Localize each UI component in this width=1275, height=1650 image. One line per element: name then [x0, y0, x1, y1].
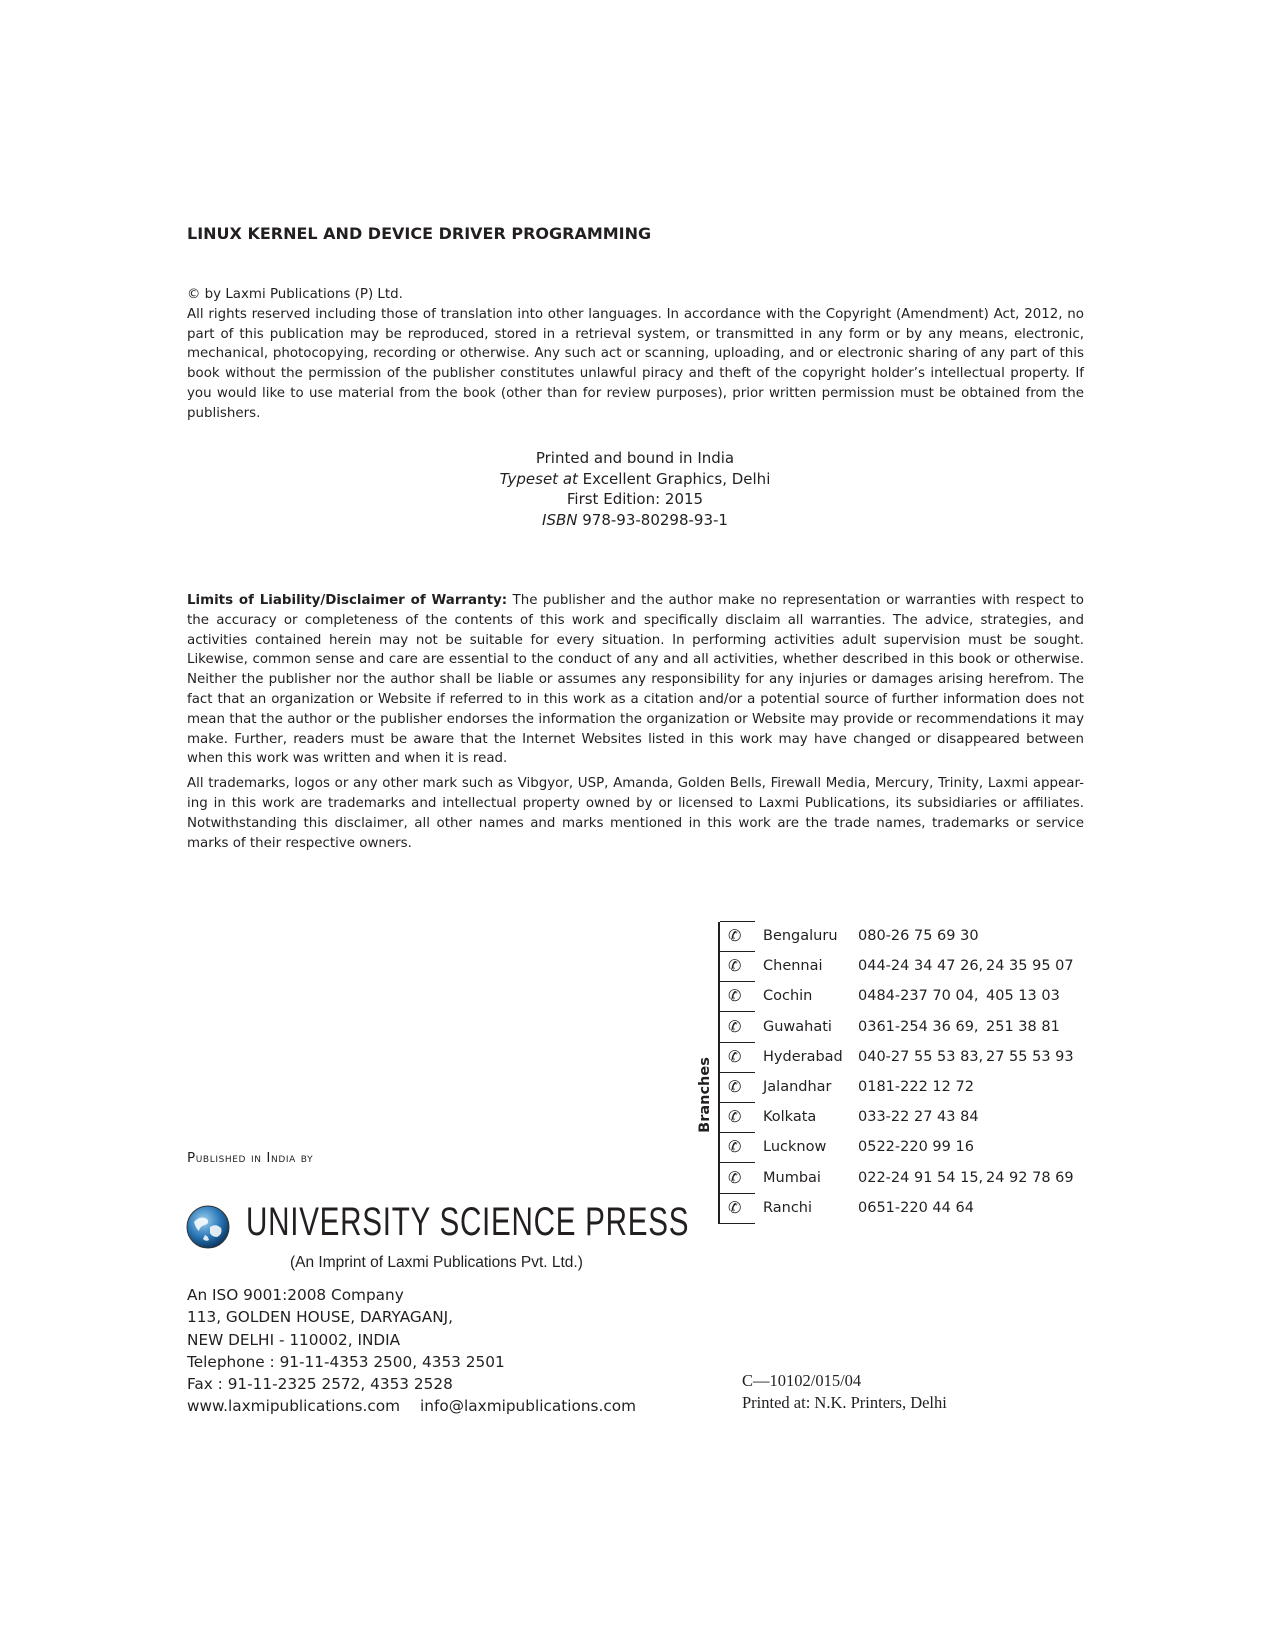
book-title: LINUX KERNEL AND DEVICE DRIVER PROGRAMMING — [187, 224, 652, 243]
branch-row — [720, 1043, 1080, 1073]
phone-icon: ✆ — [728, 1167, 742, 1187]
branch-row-rule — [720, 1223, 755, 1224]
liability-paragraph — [187, 591, 1084, 769]
web-contact — [187, 1395, 636, 1417]
branch-phone-2: 24 35 95 07 — [986, 958, 1074, 975]
branches-top-rule — [720, 921, 755, 922]
globe-icon — [186, 1205, 230, 1249]
address-line-2: NEW DELHI - 110002, INDIA — [187, 1330, 401, 1349]
disclaimer-heading: Limits of Liability/Disclaimer of Warranty: — [187, 593, 508, 608]
phone-icon: ✆ — [728, 986, 742, 1006]
publisher-name: UNIVERSITY SCIENCE PRESS — [246, 1200, 690, 1244]
iso-line: An ISO 9001:2008 Company — [187, 1286, 404, 1304]
branch-city: Bengaluru — [763, 928, 838, 944]
branch-city: Hyderabad — [763, 1048, 843, 1065]
branch-phone-1: 0522-220 99 16 — [858, 1139, 974, 1156]
branch-phone-1: 0181-222 12 72 — [858, 1079, 974, 1095]
printer-info — [742, 1370, 947, 1414]
phone-icon: ✆ — [728, 1197, 742, 1217]
phone-icon: ✆ — [728, 1107, 742, 1127]
disclaimer — [187, 591, 1084, 858]
branch-phone-1: 0651-220 44 64 — [858, 1199, 974, 1216]
phone-icon: ✆ — [728, 1046, 742, 1066]
rights-text: All rights reserved including those of translation into other languages. In accordance with the Copyright (Amendment) Act, 2012, no part of this publication may be reproduced, stored in a retrieval system, or transmitted in any form or by any means, electronic, mechanical, photocopying, recording or otherwise. Any such act or scanning, uploading, and or electronic sharing of any part of this book without the permission of the publisher constitutes unlawful piracy and theft of the copyright holder’s intellectual property. If you would like to use material from the book (other than for review purposes), prior written permission must be obtained from the publishers. — [187, 306, 1084, 421]
branch-phone-1: 0484-237 70 04, — [858, 988, 979, 1005]
branch-phone-1: 044-24 34 47 26, — [858, 958, 984, 975]
branches-label: Branches — [697, 1057, 713, 1133]
disclaimer-body: The publisher and the author make no representation or warranties with respect to the accuracy or completeness of the contents of this work and specifically disclaim all warranties. The advice, strategies, and activities contained herein may not be suitable for every situation. In performing activities adult supervision must be sought. Likewise, common sense and care are essential to the conduct of any and all activities, whether described in this book or otherwise. Neither the publisher nor the author shall be liable or assumes any responsibility for any injuries or damages arising herefrom. The fact that an organization or Website if referred to in this work as a citation and/or a potential source of further information does not mean that the author or the publisher endorses the information the organization or Website may provide or recommendations it may make. Further, readers must be aware that the Internet Websites listed in this work may have changed or disappeared between when this work was written and when it is read. — [187, 593, 1085, 767]
branch-row — [720, 1103, 1080, 1133]
branch-city: Cochin — [763, 988, 813, 1005]
branch-phone-2: 251 38 81 — [986, 1018, 1060, 1035]
isbn-label: ISBN — [542, 510, 578, 529]
branch-phone-2: 24 92 78 69 — [986, 1169, 1074, 1186]
print-code: C—10102/015/04 — [742, 1371, 862, 1390]
branch-city: Guwahati — [763, 1018, 832, 1035]
branch-row — [720, 1013, 1080, 1043]
publisher-address — [187, 1284, 636, 1418]
branch-row — [720, 982, 1080, 1012]
branch-row — [720, 1194, 1080, 1224]
edition: First Edition: 2015 — [566, 490, 704, 508]
printed-bound: Printed and bound in India — [535, 449, 735, 467]
isbn-line — [435, 510, 835, 531]
branch-city: Ranchi — [763, 1199, 813, 1216]
email-link[interactable]: info@laxmipublications.com — [420, 1397, 637, 1416]
branch-phone-1: 033-22 27 43 84 — [858, 1109, 979, 1126]
isbn-value: 978-93-80298-93-1 — [577, 510, 728, 529]
telephone: Telephone : 91-11-4353 2500, 4353 2501 — [187, 1352, 505, 1371]
branch-city: Kolkata — [763, 1109, 817, 1126]
copyright-notice — [187, 285, 1084, 424]
phone-icon: ✆ — [728, 1016, 742, 1036]
branch-row — [720, 952, 1080, 982]
branch-phone-2: 27 55 53 93 — [986, 1048, 1074, 1065]
address-line-1: 113, GOLDEN HOUSE, DARYAGANJ, — [187, 1308, 454, 1327]
branch-city: Lucknow — [763, 1139, 827, 1156]
published-by: Published in India by — [187, 1150, 314, 1166]
trademarks-paragraph: All trademarks, logos or any other mark such as Vibgyor, USP, Amanda, Golden Bells, Firewall Media, Mercury, Trinity, Laxmi appear-ing in this work are trademarks and intellectual property owned by or licensed to Laxmi Publications, its subsidiaries or affiliates. Notwithstanding this disclaimer, all other names and marks mentioned in this work are the trade names, trademarks or service marks of their respective owners. — [187, 776, 1084, 851]
printed-at: Printed at: N.K. Printers, Delhi — [742, 1393, 947, 1412]
website-link[interactable]: www.laxmipublications.com — [187, 1397, 401, 1416]
branches-label-box — [690, 1037, 720, 1157]
branch-row — [720, 922, 1080, 952]
typeset-line — [435, 469, 835, 490]
branch-phone-2: 405 13 03 — [986, 988, 1060, 1005]
branch-row — [720, 1133, 1080, 1163]
branch-phone-1: 022-24 91 54 15, — [858, 1169, 984, 1186]
branch-row — [720, 1073, 1080, 1103]
branch-phone-1: 080-26 75 69 30 — [858, 928, 979, 944]
branch-phone-1: 0361-254 36 69, — [858, 1018, 979, 1035]
branch-city: Mumbai — [763, 1169, 821, 1186]
branch-city: Chennai — [763, 958, 823, 975]
phone-icon: ✆ — [728, 956, 742, 976]
fax: Fax : 91-11-2325 2572, 4353 2528 — [187, 1375, 453, 1394]
phone-icon: ✆ — [728, 926, 742, 945]
copyright-owner: © by Laxmi Publications (P) Ltd. — [187, 287, 403, 302]
branch-row — [720, 1164, 1080, 1194]
phone-icon: ✆ — [728, 1137, 742, 1157]
typeset-value: Excellent Graphics, Delhi — [577, 469, 771, 488]
branch-phone-1: 040-27 55 53 83, — [858, 1048, 984, 1065]
typeset-label: Typeset at — [499, 469, 578, 488]
branch-city: Jalandhar — [763, 1079, 832, 1095]
print-info — [435, 448, 835, 530]
publisher-imprint: (An Imprint of Laxmi Publications Pvt. Ltd.) — [290, 1254, 583, 1271]
phone-icon: ✆ — [728, 1077, 742, 1096]
